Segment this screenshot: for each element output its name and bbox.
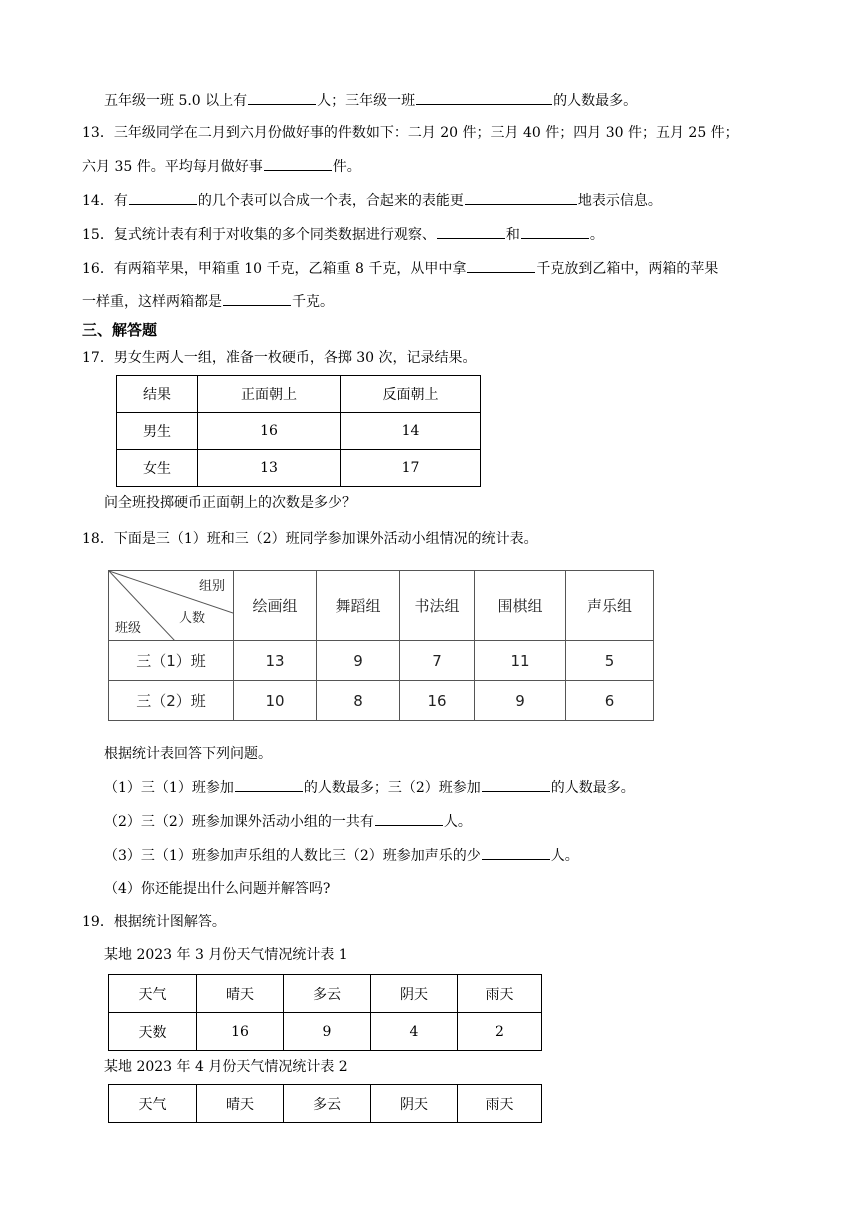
corner-cell [109,571,234,641]
table-row [117,413,481,450]
q18-sub-text: （2）三（2）班参加课外活动小组的一共有 [104,814,374,830]
q18-sub1 [104,777,635,798]
q17-table [116,375,481,487]
q14-text: 的几个表可以合成一个表，合起来的表能更 [197,193,464,209]
table-cell: 4 [371,1013,458,1051]
q14-text: 有 [113,193,128,209]
table-header-cell: 多云 [284,975,371,1013]
table-cell: 14 [341,413,481,450]
q19-table-2 [108,1084,542,1123]
table-header-cell: 书法组 [400,571,475,641]
table-header-cell: 舞蹈组 [317,571,400,641]
q16-text: 千克。 [292,294,334,310]
answer-blank[interactable] [375,811,443,826]
table-header-cell: 雨天 [458,1085,542,1123]
table-row [109,1013,542,1051]
q17-question: 问全班投掷硬币正面朝上的次数是多少？ [104,495,356,511]
q18-sub-text: 人。 [550,848,579,864]
question-number: 14． [82,193,114,209]
q13-text: 件。 [332,159,361,175]
q13-line2 [82,156,361,177]
q14-text: 地表示信息。 [577,193,662,209]
q18-text: 下面是三（1）班和三（2）班同学参加课外活动小组情况的统计表。 [113,531,538,547]
table-header-cell: 多云 [284,1085,371,1123]
q18-sub4: （4）你还能提出什么问题并解答吗? [104,881,331,897]
q15-text: 和 [505,227,520,243]
question-number: 18． [82,531,114,547]
table-header-row [109,975,542,1013]
answer-blank[interactable] [223,291,291,306]
question-number: 15． [82,227,114,243]
table-cell: 2 [458,1013,542,1051]
question-number: 16． [82,261,114,277]
table-header-row [109,571,654,641]
q18-sub-text: 的人数最多。 [550,780,635,796]
q19-text: 根据统计图解答。 [113,914,226,930]
q19-line [82,912,226,932]
answer-blank[interactable] [129,190,197,205]
table-cell: 13 [234,641,317,681]
row-label: 三（2）班 [109,681,234,721]
answer-blank[interactable] [482,777,550,792]
q13-text: 六月 35 件。平均每月做好事 [82,159,263,175]
answer-blank[interactable] [264,156,332,171]
table-header-cell: 阴天 [371,1085,458,1123]
q18-sub-text: 人。 [443,814,472,830]
table-header-cell: 结果 [117,376,198,413]
table-header-cell: 围棋组 [475,571,566,641]
table-cell: 16 [197,1013,284,1051]
section-heading: 三、解答题 [82,321,158,339]
q18-sub-text: （1）三（1）班参加 [104,780,234,796]
q12-text-c: 的人数最多。 [553,93,638,109]
table-cell: 8 [317,681,400,721]
q16-text: 千克放到乙箱中，两箱的苹果 [536,261,719,277]
q16-text: 一样重，这样两箱都是 [82,294,222,310]
q18-sub-text: 的人数最多；三（2）班参加 [303,780,481,796]
table-cell: 9 [317,641,400,681]
corner-label-middle: 人数 [179,611,206,626]
corner-label-top: 组别 [198,579,225,594]
q17-line [82,348,477,368]
q12-text-b: 人；三年级一班 [317,93,416,109]
table-cell: 5 [566,641,654,681]
table-row [109,681,654,721]
answer-blank[interactable] [248,90,316,105]
question-number: 13． [82,125,114,141]
table-header-cell: 正面朝上 [198,376,341,413]
table-cell: 9 [475,681,566,721]
table-cell: 男生 [117,413,198,450]
table-cell: 16 [198,413,341,450]
table-header-cell: 阴天 [371,975,458,1013]
q14-line [82,190,662,211]
q17-text: 男女生两人一组，准备一枚硬币，各掷 30 次，记录结果。 [113,350,477,366]
table-cell: 天数 [109,1013,197,1051]
table-cell: 10 [234,681,317,721]
q16-line2 [82,291,334,312]
table-header-cell: 晴天 [197,975,284,1013]
table-cell: 9 [284,1013,371,1051]
answer-blank[interactable] [521,224,589,239]
table-cell: 11 [475,641,566,681]
q18-table [108,570,654,721]
q15-text: 复式统计表有利于对收集的多个同类数据进行观察、 [113,227,436,243]
q18-sub3 [104,845,579,866]
table-header-cell: 绘画组 [234,571,317,641]
table-cell: 6 [566,681,654,721]
q15-line [82,224,604,245]
table-header-cell: 天气 [109,975,197,1013]
q16-line1 [82,258,718,279]
table-header-cell: 反面朝上 [341,376,481,413]
table-header-cell: 雨天 [458,975,542,1013]
question-number: 17． [82,350,114,366]
q12-tail-line [104,90,637,111]
table-header-cell: 天气 [109,1085,197,1123]
q18-sub-text: （3）三（1）班参加声乐组的人数比三（2）班参加声乐的少 [104,848,481,864]
answer-blank[interactable] [235,777,303,792]
q18-sub2 [104,811,472,832]
table-header-cell: 声乐组 [566,571,654,641]
table-caption: 某地 2023 年 4 月份天气情况统计表 2 [104,1059,348,1075]
answer-blank[interactable] [437,224,505,239]
answer-blank[interactable] [465,190,577,205]
table-row [117,450,481,487]
answer-blank[interactable] [416,90,552,105]
answer-blank[interactable] [482,845,550,860]
answer-blank[interactable] [467,258,535,273]
row-label: 三（1）班 [109,641,234,681]
q15-text: 。 [589,227,604,243]
q13-text: 三年级同学在二月到六月份做好事的件数如下：二月 20 件；三月 40 件；四月 30 件；五月 25 件； [113,125,739,141]
q16-text: 有两箱苹果，甲箱重 10 千克，乙箱重 8 千克，从甲中拿 [113,261,467,277]
table-cell: 女生 [117,450,198,487]
q19-table-1 [108,974,542,1051]
question-number: 19． [82,914,114,930]
table-cell: 7 [400,641,475,681]
table-header-row [109,1085,542,1123]
q12-text-a: 五年级一班 5.0 以上有 [104,93,248,109]
corner-label-bottom: 班级 [115,621,142,636]
table-row [109,641,654,681]
table-cell: 16 [400,681,475,721]
table-cell: 17 [341,450,481,487]
table-header-row [117,376,481,413]
q18-prompt: 根据统计表回答下列问题。 [104,746,272,762]
q13-line1 [82,123,739,143]
table-caption: 某地 2023 年 3 月份天气情况统计表 1 [104,947,348,963]
table-header-cell: 晴天 [197,1085,284,1123]
table-cell: 13 [198,450,341,487]
q18-line [82,529,538,549]
